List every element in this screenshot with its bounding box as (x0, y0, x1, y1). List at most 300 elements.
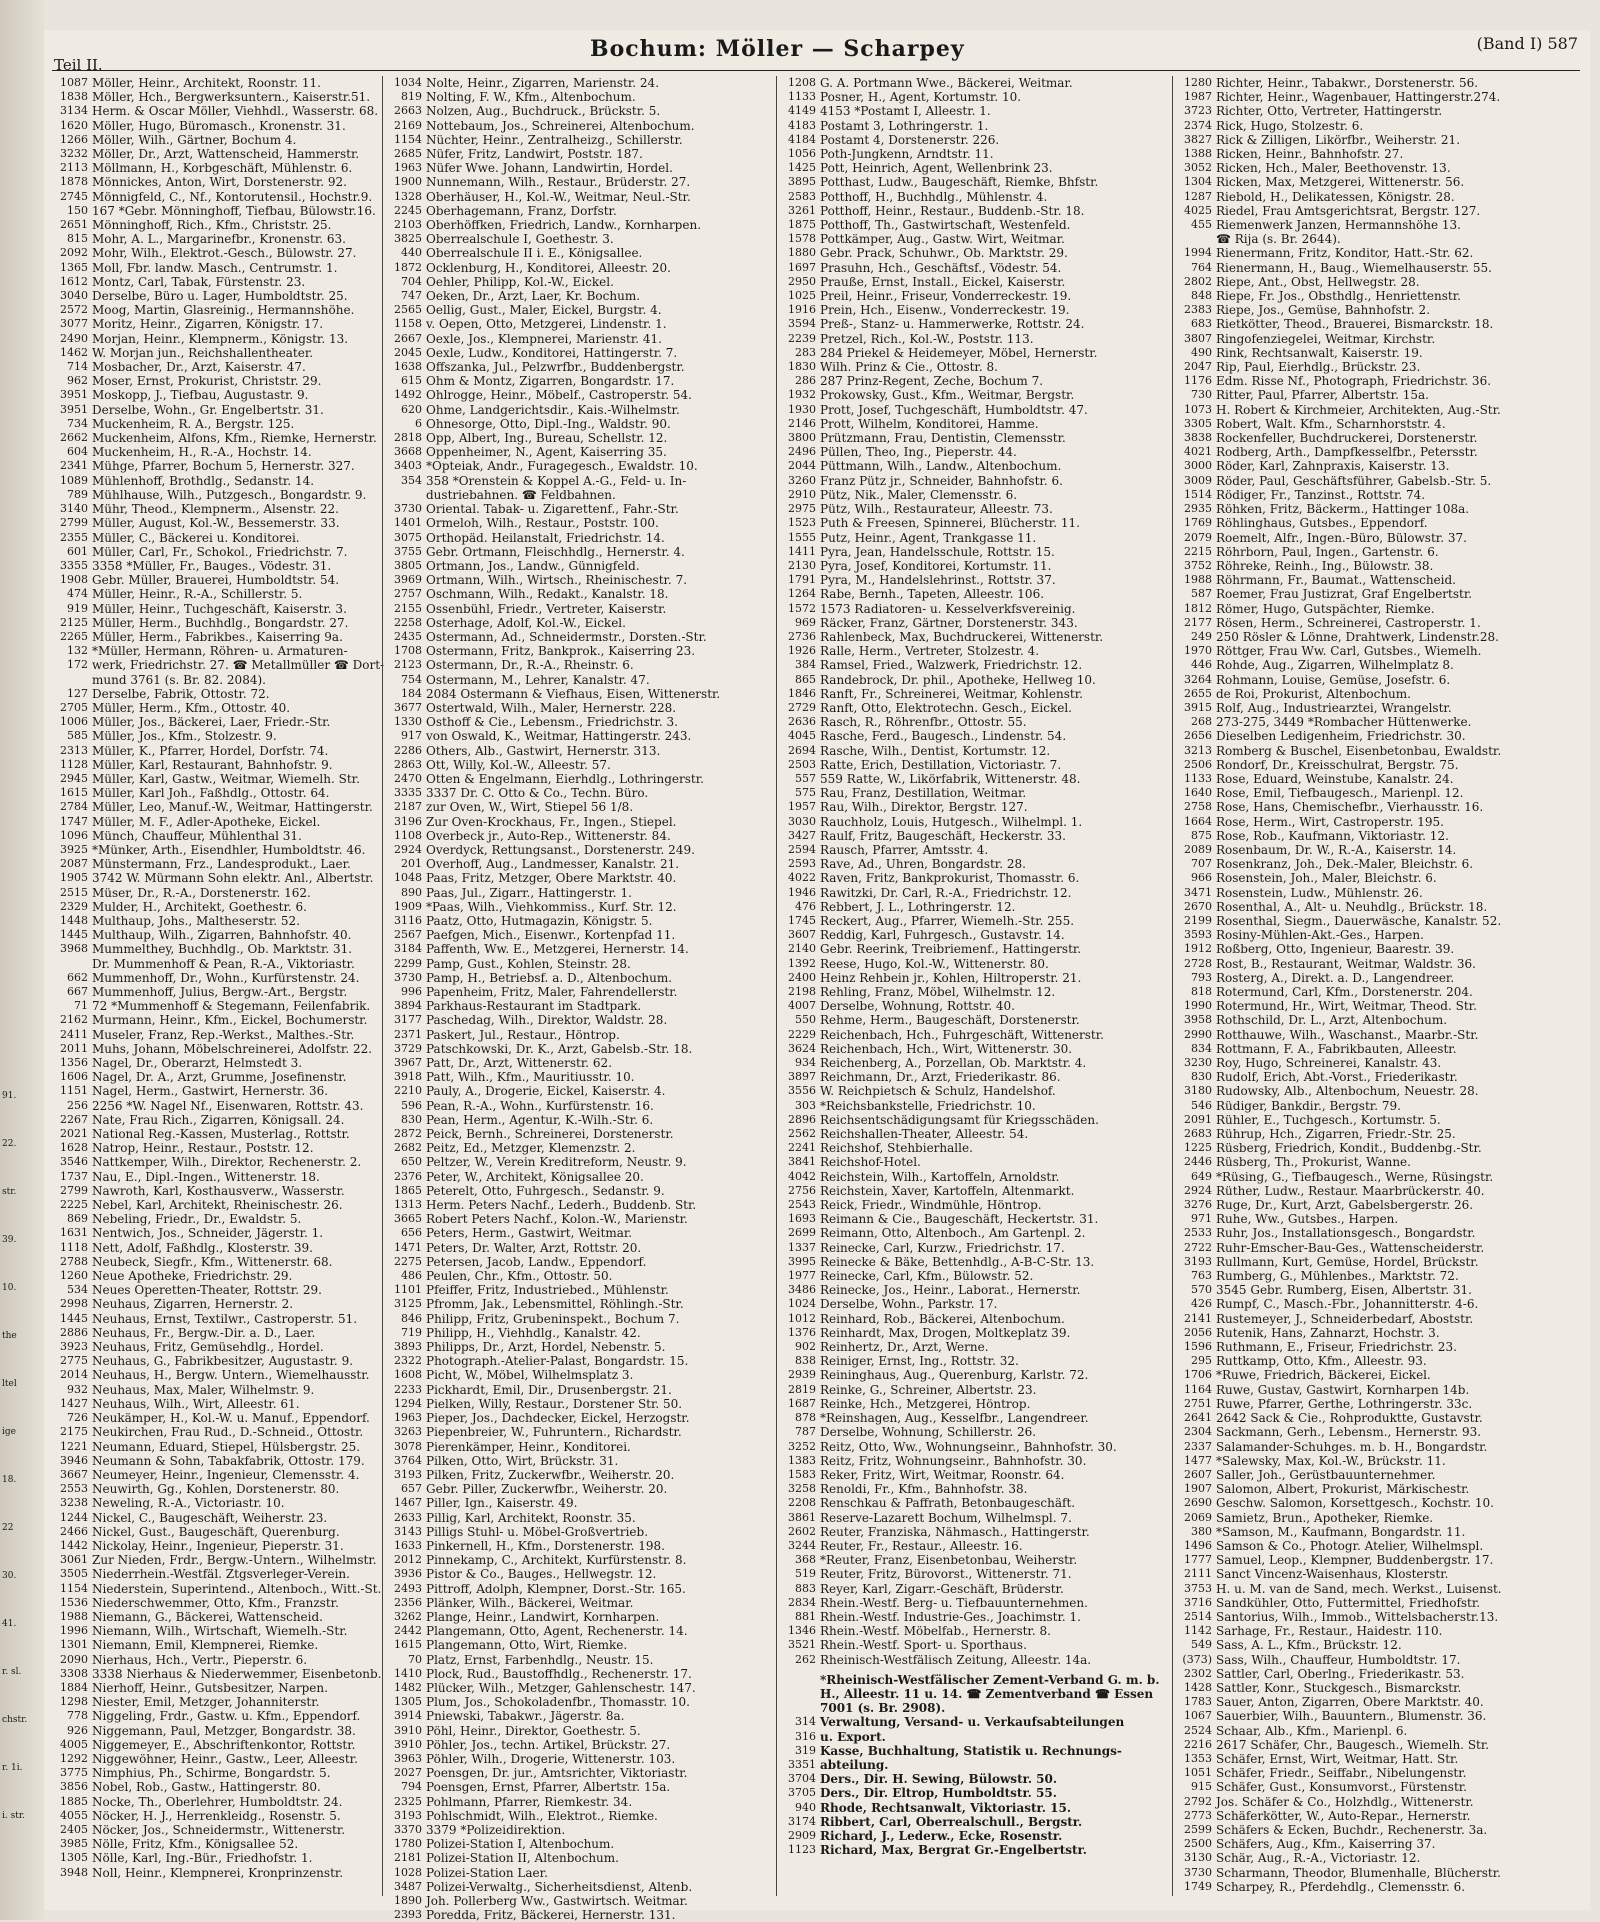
phone-number: 3546 (60, 1155, 88, 1169)
directory-entry (778, 289, 1172, 303)
phone-number: 380 (1191, 1524, 1212, 1538)
phone-number: 1123 (788, 1843, 816, 1857)
phone-number: 2374 (1184, 118, 1212, 132)
subscriber-listing: Oberhagemann, Franz, Dorfstr. (426, 203, 617, 218)
phone-number: 3184 (394, 942, 422, 956)
subscriber-listing: Rohde, Aug., Zigarren, Wilhelmplatz 8. (1216, 658, 1454, 673)
directory-entry (778, 1815, 1172, 1829)
directory-entry (384, 1255, 776, 1269)
subscriber-listing: Oberhäuser, H., Kol.-W., Weitmar, Neul.-Str. (426, 189, 691, 204)
subscriber-listing: Pean, R.-A., Wohn., Kurfürstenstr. 16. (426, 1098, 654, 1113)
subscriber-listing: Montz, Carl, Tabak, Fürstenstr. 23. (92, 274, 306, 289)
phone-number: 3370 (394, 1822, 422, 1836)
phone-number: 1628 (60, 1141, 88, 1155)
phone-number: 1448 (60, 913, 88, 927)
directory-entry (384, 1823, 776, 1837)
phone-number: 2155 (394, 601, 422, 615)
subscriber-listing: Rosenstein, Ludw., Mühlenstr. 26. (1216, 885, 1423, 900)
phone-number: 902 (795, 1340, 816, 1354)
phone-number: 1089 (60, 473, 88, 487)
directory-entry (50, 1681, 382, 1695)
subscriber-listing: Reinhertz, Dr., Arzt, Werne. (820, 1340, 989, 1355)
phone-number: 926 (67, 1723, 88, 1737)
phone-number: 2047 (1184, 360, 1212, 374)
subscriber-listing: Riepe, Jos., Gemüse, Bahnhofstr. 2. (1216, 303, 1431, 318)
phone-number: 794 (401, 1780, 422, 1794)
directory-entry (778, 1411, 1172, 1425)
directory-entry (50, 1312, 382, 1326)
phone-number: 3193 (1184, 1254, 1212, 1268)
directory-entry (778, 218, 1172, 232)
directory-entry (384, 502, 776, 516)
directory-entry (384, 744, 776, 758)
phone-number: 1244 (60, 1510, 88, 1524)
subscriber-listing: Zur Nieden, Frdr., Bergw.-Untern., Wilhelmstr. (92, 1553, 377, 1568)
phone-number: 2090 (60, 1652, 88, 1666)
subscriber-listing: Mönninghoff, Rich., Kfm., Christstr. 25. (92, 218, 332, 233)
directory-entry (778, 1241, 1172, 1255)
directory-entry (384, 1582, 776, 1596)
subscriber-listing: Sass, Wilh., Chauffeur, Humboldtstr. 17. (1216, 1652, 1461, 1667)
phone-number: 3232 (60, 147, 88, 161)
subscriber-listing: werk, Friedrichstr. 27. ☎ Metallmüller ☎ Dort- (92, 658, 385, 673)
directory-entry (778, 701, 1172, 715)
subscriber-listing: Pfeiffer, Fritz, Industriebed., Mühlenstr. (426, 1283, 669, 1298)
phone-number: 2493 (394, 1581, 422, 1595)
subscriber-listing: Ricken, Hch., Maler, Beethovenstr. 13. (1216, 161, 1451, 176)
phone-number: 656 (401, 1226, 422, 1240)
subscriber-listing: Scharpey, R., Pferdehdlg., Clemensstr. 6. (1216, 1879, 1466, 1894)
directory-entry (50, 388, 382, 402)
directory-entry (778, 104, 1172, 118)
directory-entry (778, 1113, 1172, 1127)
subscriber-listing: Roßberg, Otto, Ingenieur, Baarestr. 39. (1216, 942, 1455, 957)
directory-entry (778, 1155, 1172, 1169)
subscriber-listing: Prein, Hch., Eisenw., Vonderreckestr. 19. (820, 303, 1070, 318)
directory-entry (384, 616, 776, 630)
subscriber-listing: Ortmann, Jos., Landw., Günnigfeld. (426, 558, 640, 573)
subscriber-listing: Nolte, Heinr., Zigarren, Marienstr. 24. (426, 76, 660, 90)
phone-number: 2140 (788, 942, 816, 956)
phone-number: 1890 (394, 1894, 422, 1907)
phone-number: 1885 (60, 1794, 88, 1808)
directory-entry (384, 1894, 776, 1908)
directory-column-3 (778, 76, 1172, 1906)
directory-entry (778, 758, 1172, 772)
directory-entry (1174, 573, 1590, 587)
directory-entry (384, 1383, 776, 1397)
subscriber-listing: Moritz, Heinr., Zigarren, Königstr. 17. (92, 317, 324, 332)
directory-entry (1174, 886, 1590, 900)
phone-number: 2229 (788, 1027, 816, 1041)
directory-entry (384, 76, 776, 90)
directory-entry (50, 1582, 382, 1596)
directory-entry (778, 232, 1172, 246)
phone-number: 3800 (788, 431, 816, 445)
directory-entry (384, 104, 776, 118)
directory-entry (384, 715, 776, 729)
directory-entry (778, 545, 1172, 559)
subscriber-listing: Ostertwald, Wilh., Maler, Hernerstr. 228. (426, 700, 677, 715)
directory-entry (50, 261, 382, 275)
phone-number: 3665 (394, 1212, 422, 1226)
phone-number: 2773 (1184, 1808, 1212, 1822)
phone-number: 4042 (788, 1169, 816, 1183)
subscriber-listing: 72 *Mummenhoff & Stegemann, Feilenfabrik. (92, 999, 371, 1014)
subscriber-listing: Scharmann, Theodor, Blumenhalle, Blücherstr. (1216, 1865, 1501, 1880)
directory-entry (778, 971, 1172, 985)
phone-number: 1884 (60, 1680, 88, 1694)
subscriber-listing: Rührup, Hch., Zigarren, Friedr.-Str. 25. (1216, 1127, 1456, 1142)
directory-entry (384, 1042, 776, 1056)
directory-entry (1174, 317, 1590, 331)
subscriber-listing: Riepe, Ant., Obst, Hellwegstr. 28. (1216, 274, 1420, 289)
directory-entry (1174, 346, 1590, 360)
phone-number: 662 (67, 970, 88, 984)
phone-number: 3505 (60, 1567, 88, 1581)
directory-column-2 (384, 76, 776, 1922)
directory-entry (384, 403, 776, 417)
directory-column-4 (1174, 76, 1590, 1906)
subscriber-listing: Petersen, Jacob, Landw., Eppendorf. (426, 1254, 647, 1269)
phone-number: 596 (401, 1098, 422, 1112)
directory-entry (1174, 900, 1590, 914)
directory-entry (384, 289, 776, 303)
subscriber-listing: *Reinshagen, Aug., Kesselfbr., Langendreer. (820, 1411, 1089, 1426)
directory-entry (384, 957, 776, 971)
directory-entry (1174, 445, 1590, 459)
directory-entry (384, 871, 776, 885)
directory-entry (778, 616, 1172, 630)
subscriber-listing: Rasche, Ferd., Baugesch., Lindenstr. 54. (820, 729, 1067, 744)
subscriber-listing: Mulder, H., Architekt, Goethestr. 6. (92, 899, 307, 914)
directory-entry (1174, 1823, 1590, 1837)
phone-number: 3403 (394, 459, 422, 473)
directory-entry (384, 1866, 776, 1880)
phone-number: 2685 (394, 147, 422, 161)
subscriber-listing: Rahlenbeck, Max, Buchdruckerei, Wittenerstr. (820, 629, 1104, 644)
phone-number: 869 (67, 1212, 88, 1226)
directory-entry (1174, 1653, 1590, 1667)
directory-entry (50, 957, 382, 971)
directory-entry (50, 1184, 382, 1198)
phone-number: 1638 (394, 360, 422, 374)
directory-entry (50, 1738, 382, 1752)
phone-number: 1048 (394, 871, 422, 885)
phone-number: 1708 (394, 644, 422, 658)
subscriber-listing: Puth & Freesen, Spinnerei, Blücherstr. 11. (820, 516, 1080, 531)
subscriber-listing: Reichstein, Xaver, Kartoffeln, Altenmarkt. (820, 1183, 1075, 1198)
subscriber-listing: Ostermann, Dr., R.-A., Rheinstr. 6. (426, 658, 634, 673)
phone-number: 1957 (788, 800, 816, 814)
subscriber-listing: Neukämper, H., Kol.-W. u. Manuf., Eppendorf. (92, 1411, 370, 1426)
subscriber-listing: Pielken, Willy, Restaur., Dorstener Str. 50. (426, 1396, 683, 1411)
subscriber-listing: Pinnekamp, C., Architekt, Kurfürstenstr. 8. (426, 1553, 687, 1568)
phone-number: 2130 (788, 558, 816, 572)
directory-entry (778, 815, 1172, 829)
phone-number: 1294 (394, 1396, 422, 1410)
subscriber-listing: Neue Apotheke, Friedrichstr. 29. (92, 1269, 293, 1284)
phone-number: 2910 (788, 487, 816, 501)
phone-number: 3261 (788, 203, 816, 217)
directory-entry (384, 1454, 776, 1468)
directory-entry (50, 374, 382, 388)
subscriber-listing: H. Robert & Kirchmeier, Architekten, Aug.-Str. (1216, 402, 1501, 417)
gutter-fragment: 91. (2, 1091, 17, 1101)
directory-entry (778, 914, 1172, 928)
phone-number: 3134 (60, 104, 88, 118)
subscriber-listing: u. Export. (820, 1729, 886, 1744)
subscriber-listing: Peter, W., Architekt, Königsallee 20. (426, 1169, 644, 1184)
phone-number: 2092 (60, 246, 88, 260)
subscriber-listing: Nickel, C., Baugeschäft, Weiherstr. 23. (92, 1510, 328, 1525)
subscriber-listing: Ruhr, Jos., Installationsgesch., Bongardstr. (1216, 1226, 1476, 1241)
subscriber-listing: Reuter, Franziska, Nähmasch., Hattingerstr. (820, 1524, 1090, 1539)
phone-number: 2533 (1184, 1226, 1212, 1240)
phone-number: 2299 (394, 956, 422, 970)
phone-number: 3335 (394, 786, 422, 800)
directory-entry (50, 1212, 382, 1226)
subscriber-listing: Rausch, Pfarrer, Amtsstr. 4. (820, 842, 989, 857)
phone-number: 316 (795, 1729, 816, 1743)
subscriber-listing: Ruhe, Ww., Gutsbes., Harpen. (1216, 1212, 1399, 1227)
directory-entry (778, 800, 1172, 814)
subscriber-listing: Muhs, Johann, Möbelschreinerei, Adolfstr. 22. (92, 1041, 373, 1056)
directory-entry (1174, 1056, 1590, 1070)
subscriber-listing: Muckenheim, Alfons, Kfm., Riemke, Hernerstr. (92, 431, 377, 446)
subscriber-listing: Multhaup, Johs., Maltheserstr. 52. (92, 913, 301, 928)
phone-number: 2435 (394, 629, 422, 643)
left-gutter (0, 0, 44, 1920)
directory-entry (1174, 1440, 1590, 1454)
phone-number: 834 (1191, 1041, 1212, 1055)
phone-number: 1606 (60, 1070, 88, 1084)
phone-number: 575 (795, 786, 816, 800)
phone-number: 4149 (788, 104, 816, 118)
phone-number: 1830 (788, 360, 816, 374)
subscriber-listing: Pistor & Co., Bauges., Hellwegstr. 12. (426, 1567, 657, 1582)
subscriber-listing: Rasche, Wilh., Dentist, Kortumstr. 12. (820, 743, 1051, 758)
phone-number: 1514 (1184, 487, 1212, 501)
subscriber-listing: Reichstein, Wilh., Kartoffeln, Arnoldstr. (820, 1169, 1060, 1184)
directory-entry (1174, 1368, 1590, 1382)
subscriber-listing: Peitz, Ed., Metzger, Klemenzstr. 2. (426, 1141, 636, 1156)
subscriber-listing: Pillig, Karl, Architekt, Roonstr. 35. (426, 1510, 636, 1525)
phone-number: 1572 (788, 601, 816, 615)
phone-number: 2757 (394, 587, 422, 601)
subscriber-listing: Franz Pütz jr., Schneider, Bahnhofstr. 6. (820, 473, 1063, 488)
subscriber-listing: Patt, Wilh., Kfm., Mauritiusstr. 10. (426, 1070, 635, 1085)
phone-number: 3897 (788, 1070, 816, 1084)
subscriber-listing: Patschkowski, Dr. K., Arzt, Gabelsb.-Str. 18. (426, 1041, 693, 1056)
directory-entry (384, 1141, 776, 1155)
subscriber-listing: Muckenheim, R. A., Bergstr. 125. (92, 416, 295, 431)
directory-entry (778, 1084, 1172, 1098)
phone-number: 3052 (1184, 161, 1212, 175)
phone-number: 2670 (1184, 899, 1212, 913)
phone-number: 71 (74, 999, 88, 1013)
phone-number: 940 (795, 1800, 816, 1814)
subscriber-listing: Rose, Hans, Chemischefbr., Vierhausstr. 16. (1216, 800, 1484, 815)
directory-entry (50, 1354, 382, 1368)
directory-entry (50, 1851, 382, 1865)
gutter-fragment: 22 (2, 1523, 14, 1533)
directory-entry (778, 1582, 1172, 1596)
subscriber-listing: Münch, Chauffeur, Mühlenthal 31. (92, 828, 302, 843)
subscriber-listing: Rhein.-Westf. Industrie-Ges., Joachimstr. 1. (820, 1609, 1081, 1624)
directory-entry (384, 1610, 776, 1624)
directory-entry (778, 261, 1172, 275)
directory-entry (778, 1425, 1172, 1439)
subscriber-listing: Niemann, Wilh., Wirtschaft, Wiemelh.-Str. (92, 1624, 348, 1639)
directory-entry (778, 1638, 1172, 1652)
phone-number: 2553 (60, 1482, 88, 1496)
phone-number: 3918 (394, 1070, 422, 1084)
subscriber-listing: *Reichsbankstelle, Friedrichstr. 10. (820, 1098, 1036, 1113)
phone-number: 1330 (394, 715, 422, 729)
subscriber-listing: Pilligs Stuhl- u. Möbel-Großvertrieb. (426, 1524, 649, 1539)
directory-entry (778, 1070, 1172, 1084)
directory-entry (1174, 914, 1590, 928)
subscriber-listing: Schäfer, Gust., Konsumvorst., Fürstenstr. (1216, 1780, 1467, 1795)
directory-entry (384, 1681, 776, 1695)
subscriber-listing: Ruwe, Pfarrer, Gerthe, Lothringerstr. 33c. (1216, 1396, 1473, 1411)
subscriber-listing: Poredda, Fritz, Bäckerei, Hernerstr. 131. (426, 1908, 676, 1922)
directory-entry (1174, 673, 1590, 687)
subscriber-listing: Mühge, Pfarrer, Bochum 5, Hernerstr. 327. (92, 459, 355, 474)
subscriber-listing: Pohlmann, Pfarrer, Riemkestr. 34. (426, 1794, 633, 1809)
phone-number: 2265 (60, 629, 88, 643)
subscriber-listing: Morjan, Heinr., Klempnerm., Königstr. 13. (92, 331, 349, 346)
subscriber-listing: Renschkau & Paffrath, Betonbaugeschäft. (820, 1496, 1076, 1511)
subscriber-listing: Paefgen, Mich., Eisenwr., Kortenpfad 11. (426, 928, 676, 943)
directory-entry (1174, 1141, 1590, 1155)
directory-entry (1174, 1099, 1590, 1113)
directory-entry (384, 459, 776, 473)
phone-number: 764 (1191, 260, 1212, 274)
phone-number: 2655 (1184, 686, 1212, 700)
phone-number: 3894 (394, 999, 422, 1013)
phone-number: 2886 (60, 1325, 88, 1339)
directory-entry (50, 531, 382, 545)
directory-entry (50, 1511, 382, 1525)
subscriber-listing: Rödiger, Fr., Tanzinst., Rottstr. 74. (1216, 487, 1426, 502)
directory-entry (50, 843, 382, 857)
directory-entry (384, 1184, 776, 1198)
subscriber-listing: Peltzer, W., Verein Kreditreform, Neustr. 9. (426, 1155, 687, 1170)
subscriber-listing: Orthopäd. Heilanstalt, Friedrichstr. 14. (426, 530, 665, 545)
subscriber-listing: Peterelt, Otto, Fuhrgesch., Sedanstr. 9. (426, 1183, 665, 1198)
directory-entry (384, 985, 776, 999)
directory-entry (778, 1312, 1172, 1326)
directory-entry (778, 1624, 1172, 1638)
gutter-fragment: 30. (2, 1571, 17, 1581)
directory-entry (384, 1482, 776, 1496)
phone-number: 3951 (60, 402, 88, 416)
phone-number: 2722 (1184, 1240, 1212, 1254)
subscriber-listing: Nocke, Th., Oberlehrer, Humboldtstr. 24. (92, 1794, 343, 1809)
directory-entry (778, 843, 1172, 857)
directory-entry (50, 1070, 382, 1084)
phone-number: 1471 (394, 1240, 422, 1254)
directory-column-1 (50, 76, 385, 1906)
subscriber-listing: Nolting, F. W., Kfm., Altenbochum. (426, 90, 636, 105)
phone-number: 966 (1191, 871, 1212, 885)
phone-number: 3729 (394, 1041, 422, 1055)
directory-entry (384, 119, 776, 133)
phone-number: 2924 (1184, 1183, 1212, 1197)
subscriber-listing: Pean, Herm., Agentur, K.-Wilh.-Str. 6. (426, 1112, 654, 1127)
directory-entry (384, 1851, 776, 1865)
gutter-fragment: 18. (2, 1475, 17, 1485)
phone-number: 620 (401, 402, 422, 416)
phone-number: 1006 (60, 715, 88, 729)
phone-number: 2872 (394, 1127, 422, 1141)
phone-number: 3427 (788, 828, 816, 842)
phone-number: 1988 (60, 1609, 88, 1623)
phone-number: 2788 (60, 1254, 88, 1268)
phone-number: 3910 (394, 1737, 422, 1751)
subscriber-listing: Riebold, H., Delikatessen, Königstr. 28. (1216, 189, 1455, 204)
phone-number: 1158 (394, 317, 422, 331)
phone-number: 2169 (394, 118, 422, 132)
phone-number: 2593 (788, 857, 816, 871)
subscriber-listing: Rose, Emil, Tiefbaugesch., Marienpl. 12. (1216, 786, 1464, 801)
directory-entry (1174, 1155, 1590, 1169)
phone-number: 2245 (394, 203, 422, 217)
subscriber-listing: Multhaup, Wilh., Zigarren, Bahnhofstr. 40. (92, 928, 352, 943)
phone-number: 2470 (394, 771, 422, 785)
directory-entry (50, 559, 382, 573)
phone-number: 1025 (788, 289, 816, 303)
phone-number: 2490 (60, 331, 88, 345)
directory-entry (50, 488, 382, 502)
directory-entry (384, 1440, 776, 1454)
phone-number: 1620 (60, 118, 88, 132)
phone-number: 830 (1191, 1070, 1212, 1084)
phone-number: 3958 (1184, 1013, 1212, 1027)
phone-number: 486 (401, 1269, 422, 1283)
phone-number (50, 957, 92, 971)
subscriber-listing: Rehling, Franz, Möbel, Wilhelmstr. 12. (820, 985, 1056, 999)
phone-number: 3705 (788, 1786, 816, 1800)
directory-entry (384, 1596, 776, 1610)
directory-entry (384, 161, 776, 175)
directory-entry (778, 1297, 1172, 1311)
directory-entry (50, 1695, 382, 1709)
directory-entry (778, 1653, 1172, 1667)
directory-entry (384, 1397, 776, 1411)
directory-entry (50, 744, 382, 758)
directory-entry (1174, 630, 1590, 644)
subscriber-listing: Röder, Karl, Zahnpraxis, Kaiserstr. 13. (1216, 459, 1450, 474)
directory-entry (778, 985, 1172, 999)
directory-entry (778, 772, 1172, 786)
subscriber-listing: Samson & Co., Photogr. Atelier, Wilhelmspl. (1216, 1538, 1484, 1553)
directory-entry (778, 90, 1172, 104)
phone-number: 4025 (1184, 203, 1212, 217)
subscriber-listing: Reichshof, Stehbierhalle. (820, 1141, 973, 1156)
subscriber-listing: Pretzel, Rich., Kol.-W., Poststr. 113. (820, 331, 1034, 346)
directory-entry (1174, 1354, 1590, 1368)
phone-number: 2583 (788, 189, 816, 203)
subscriber-listing: 273-275, 3449 *Rombacher Hüttenwerke. (1216, 715, 1472, 730)
phone-number: 971 (1191, 1212, 1212, 1226)
subscriber-listing: Derselbe, Wohnung, Rottstr. 40. (820, 999, 1015, 1014)
directory-entry (778, 1099, 1172, 1113)
phone-number: 1640 (1184, 786, 1212, 800)
subscriber-listing: Reichmann, Dr., Arzt, Friederikastr. 86. (820, 1070, 1061, 1085)
